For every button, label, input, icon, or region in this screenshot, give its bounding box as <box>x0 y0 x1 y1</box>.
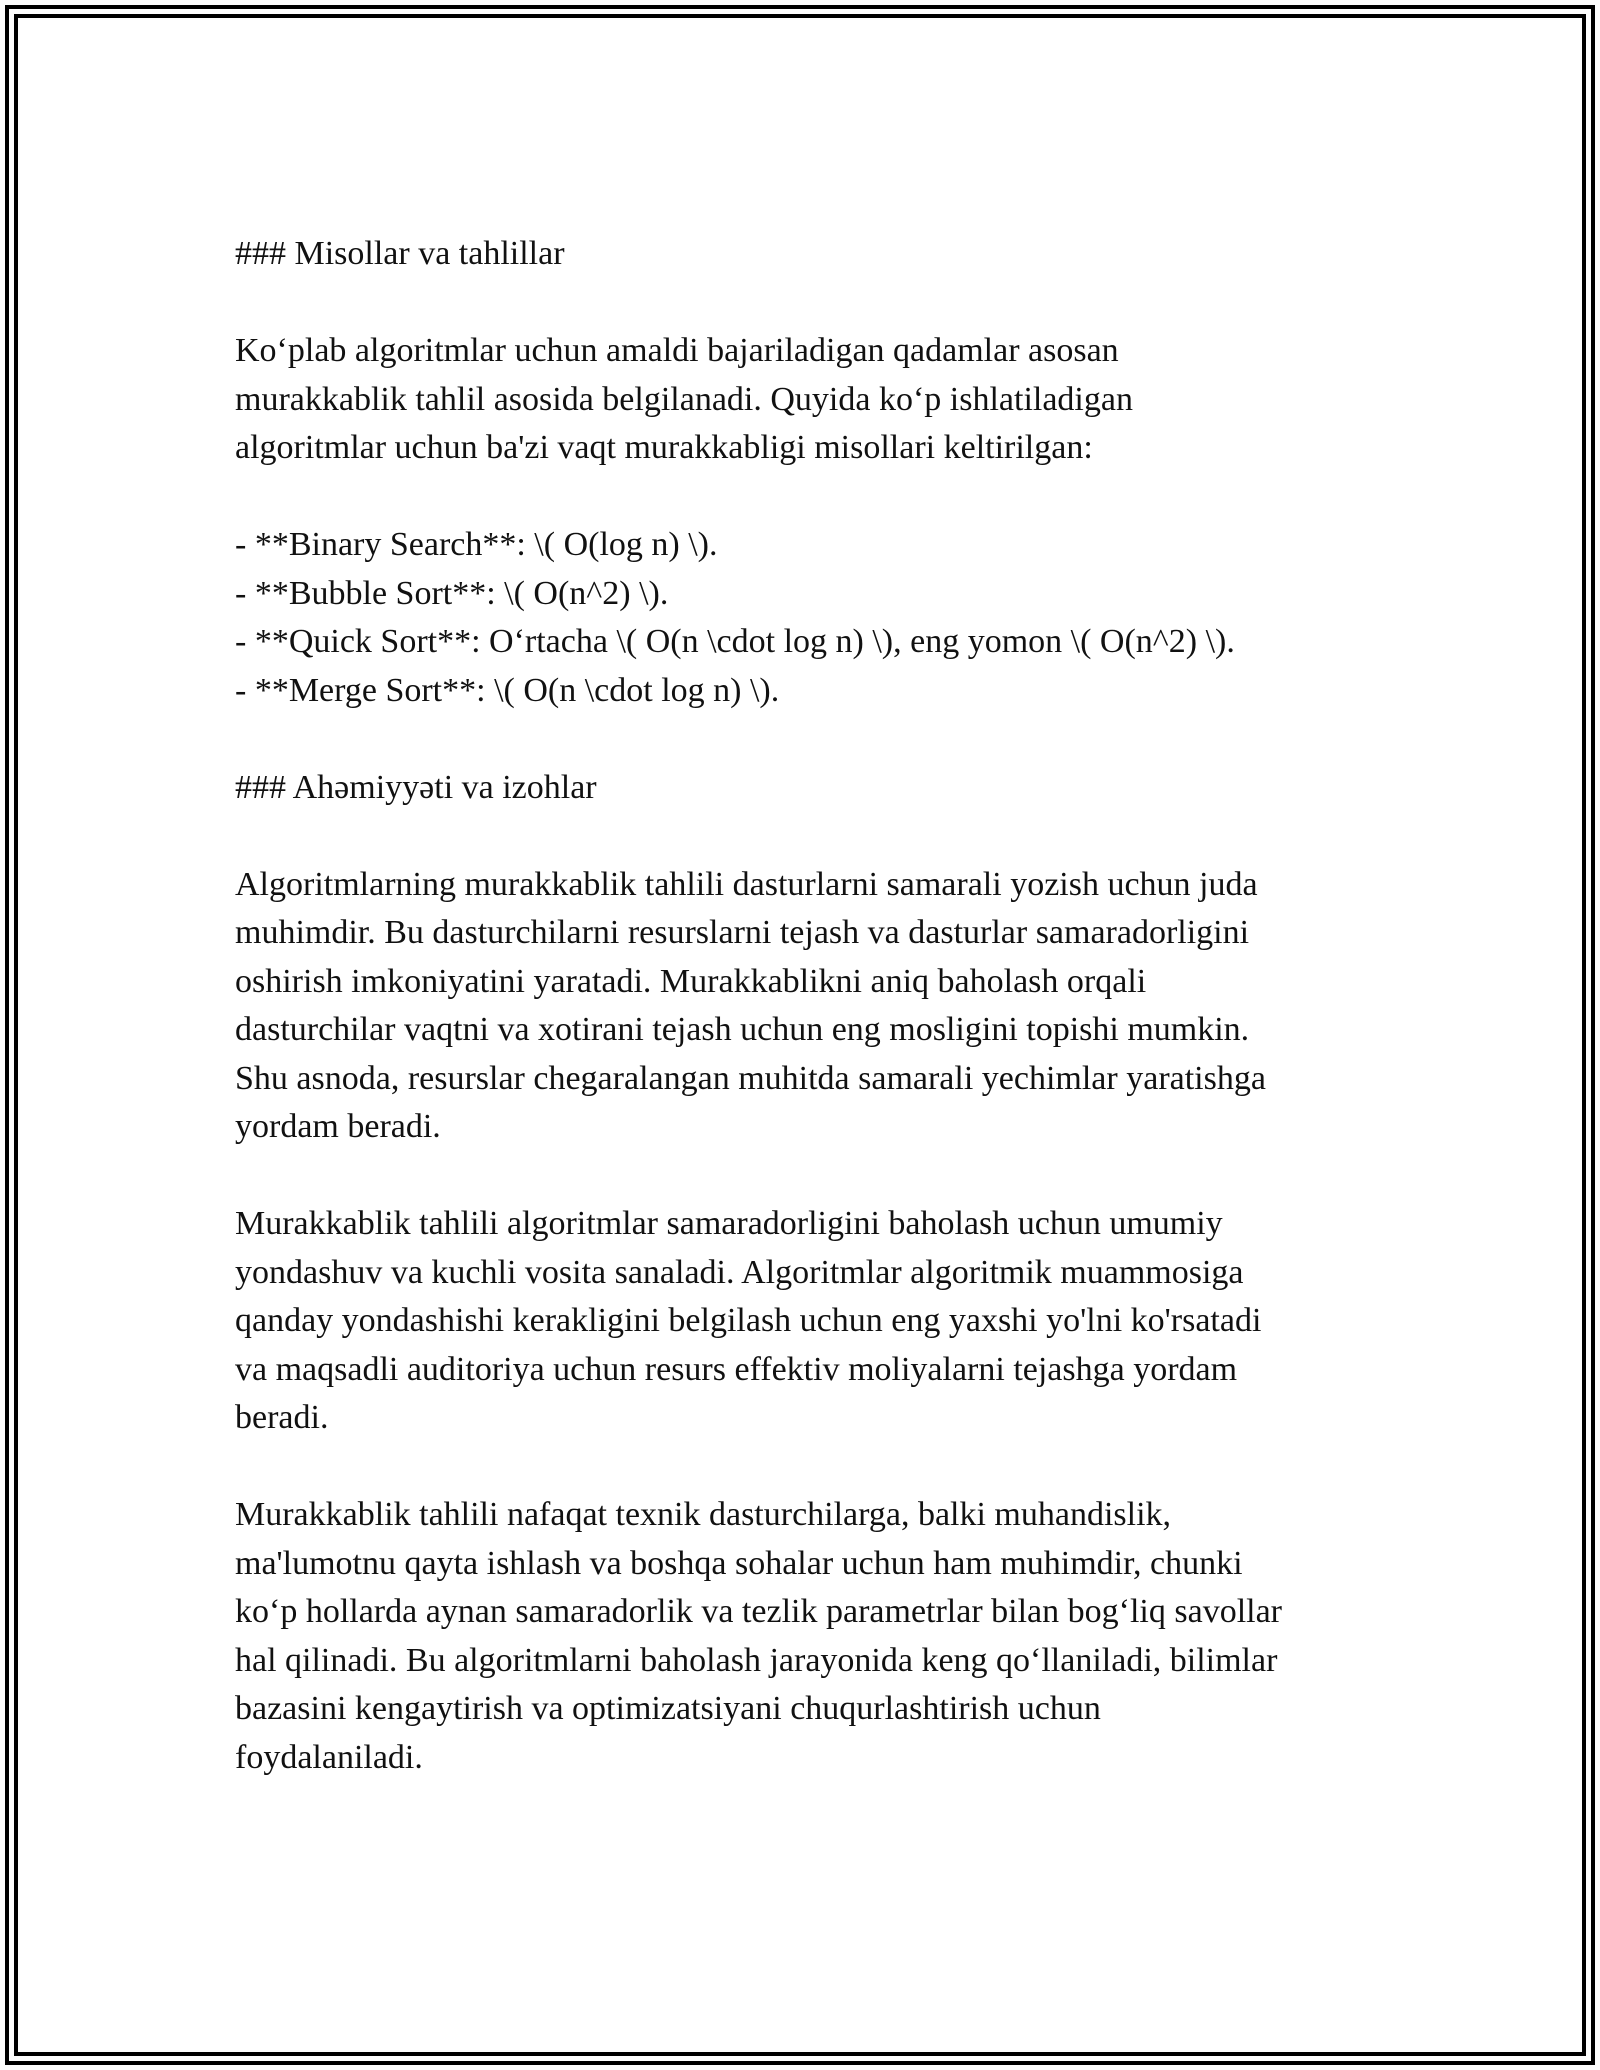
body-paragraph: Murakkablik tahlili algoritmlar samaradorligini baholash uchun umumiy yondashuv va kuchli vosita sanaladi. Algoritmlar algoritmik muammosiga qanday yondashishi kerakligini belgilash uchun eng yaxshi yo'lni ko'rsatadi va maqsadli auditoriya uchun resurs effektiv moliyalarni tejashga yordam beradi. <box>235 1205 1262 1436</box>
document-body <box>235 230 1385 1782</box>
section-heading-examples: ### Misollar va tahlillar <box>235 235 565 272</box>
list-item-quick-sort: - **Quick Sort**: O‘rtacha \( O(n \cdot log n) \), eng yomon \( O(n^2) \). <box>235 623 1235 660</box>
body-paragraph: Murakkablik tahlili nafaqat texnik dasturchilarga, balki muhandislik, ma'lumotnu qayta ishlash va boshqa sohalar uchun ham muhimdir, chunki ko‘p hollarda aynan samaradorlik va tezlik parametrlar bilan bog‘liq savollar hal qilinadi. Bu algoritmlarni baholash jarayonida keng qo‘llaniladi, bilimlar bazasini kengaytirish va optimizatsiyani chuqurlashtirish uchun foydalaniladi. <box>235 1496 1282 1776</box>
list-item-merge-sort: - **Merge Sort**: \( O(n \cdot log n) \). <box>235 671 780 709</box>
spacer <box>235 715 1385 764</box>
complexity-list <box>235 521 1385 715</box>
spacer <box>235 473 1385 522</box>
spacer <box>235 1443 1385 1492</box>
spacer <box>235 1152 1385 1201</box>
body-paragraph: Algoritmlarning murakkablik tahlili dasturlarni samarali yozish uchun juda muhimdir. Bu dasturchilarni resurslarni tejash va dasturlar samaradorligini oshirish imkoniyatini yaratadi. Murakkablikni aniq baholash orqali dasturchilar vaqtni va xotirani tejash uchun eng mosligini topishi mumkin. Shu asnoda, resurslar chegaralangan muhitda samarali yechimlar yaratishga yordam beradi. <box>235 865 1266 1145</box>
spacer <box>235 812 1385 861</box>
list-item-binary-search: - **Binary Search**: \( O(log n) \). <box>235 526 718 563</box>
spacer <box>235 279 1385 328</box>
list-item-bubble-sort: - **Bubble Sort**: \( O(n^2) \). <box>235 574 669 612</box>
section-heading-importance: ### Ahəmiyyəti va izohlar <box>235 768 597 806</box>
intro-paragraph: Ko‘plab algoritmlar uchun amaldi bajariladigan qadamlar asosan murakkablik tahlil asosida belgilanadi. Quyida ko‘p ishlatiladigan algoritmlar uchun ba'zi vaqt murakkabligi misollari keltirilgan: <box>235 332 1133 466</box>
